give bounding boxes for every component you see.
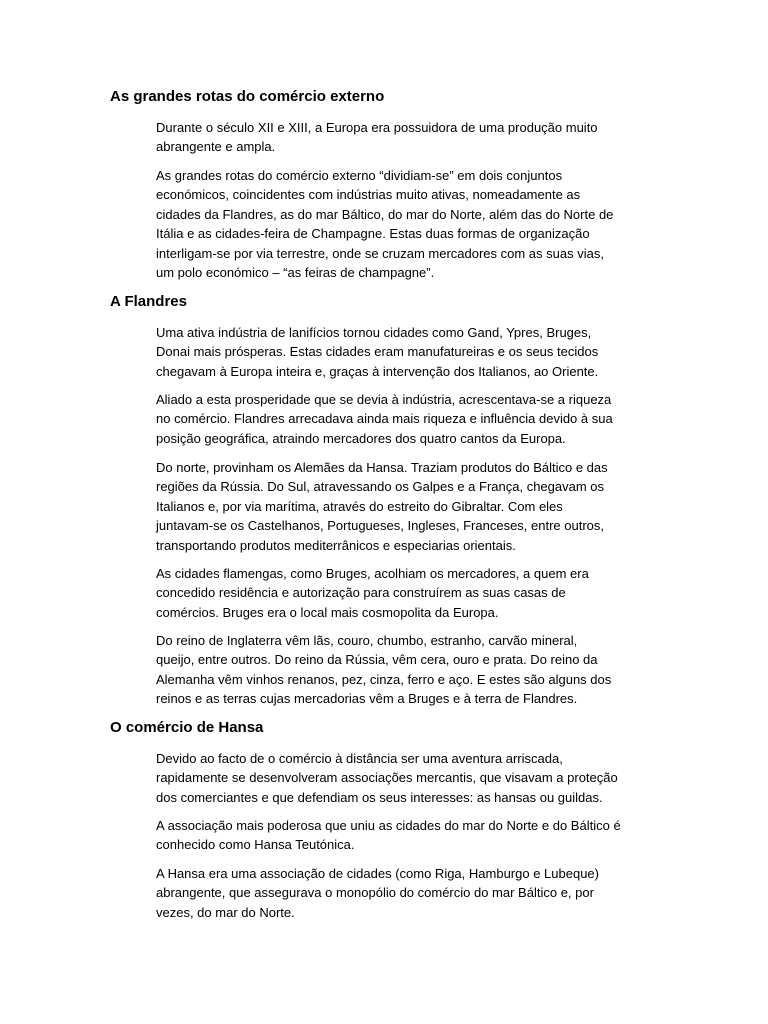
text-line: comércios. Bruges era o local mais cosmopolita da Europa. bbox=[156, 604, 499, 620]
text-line: Do reino de Inglaterra vêm lãs, couro, chumbo, estranho, carvão mineral, bbox=[156, 633, 578, 648]
paragraph bbox=[156, 816, 656, 855]
text-line: posição geográfica, atraindo mercadores dos quatro cantos da Europa. bbox=[156, 430, 566, 446]
text-line: abrangente e ampla. bbox=[156, 139, 276, 155]
text-line: reinos e as terras cujas mercadorias vêm a Bruges e à terra de Flandres. bbox=[156, 691, 578, 707]
text-line: Do norte, provinham os Alemães da Hansa. Traziam produtos do Báltico e das bbox=[156, 460, 608, 475]
section-heading-flandres: A Flandres bbox=[110, 293, 187, 310]
text-line: cidades da Flandres, as do mar Báltico, do mar do Norte, além das do Norte de bbox=[156, 206, 614, 222]
text-line: Durante o século XII e XIII, a Europa era possuidora de uma produção muito bbox=[156, 120, 598, 135]
text-line: dos comerciantes e que defendiam os seus interesses: as hansas ou guildas. bbox=[156, 789, 603, 805]
text-line: vezes, do mar do Norte. bbox=[156, 904, 295, 920]
text-line: conhecido como Hansa Teutónica. bbox=[156, 837, 355, 853]
text-line: A Hansa era uma associação de cidades (como Riga, Hamburgo e Lubeque) bbox=[156, 866, 599, 881]
paragraph bbox=[156, 631, 656, 709]
text-line: transportando produtos mediterrânicos e especiarias orientais. bbox=[156, 537, 516, 553]
text-line: As grandes rotas do comércio externo “dividiam-se” em dois conjuntos bbox=[156, 168, 563, 183]
text-line: chegavam à Europa inteira e, graças à intervenção dos Italianos, ao Oriente. bbox=[156, 363, 599, 379]
text-line: A associação mais poderosa que uniu as cidades do mar do Norte e do Báltico é bbox=[156, 818, 621, 833]
text-line: económicos, coincidentes com indústrias muito ativas, nomeadamente as bbox=[156, 187, 581, 203]
paragraph bbox=[156, 864, 656, 922]
text-line: abrangente, que assegurava o monopólio do comércio do mar Báltico e, por bbox=[156, 885, 594, 901]
text-line: regiões da Rússia. Do Sul, atravessando os Galpes e a França, chegavam os bbox=[156, 479, 605, 495]
text-line: juntavam-se os Castelhanos, Portugueses, Ingleses, Franceses, entre outros, bbox=[156, 518, 605, 534]
section-heading-hansa: O comércio de Hansa bbox=[110, 719, 264, 736]
text-line: Donai mais prósperas. Estas cidades eram manufatureiras e os seus tecidos bbox=[156, 344, 599, 360]
paragraph bbox=[156, 323, 656, 381]
text-line: no comércio. Flandres arrecadava ainda mais riqueza e influência devido à sua bbox=[156, 411, 613, 427]
paragraph bbox=[156, 118, 656, 157]
text-line: Itália e as cidades-feira de Champagne. Estas duas formas de organização bbox=[156, 226, 590, 242]
paragraph bbox=[156, 390, 656, 448]
text-line: concedido residência e autorização para construírem as suas casas de bbox=[156, 585, 566, 601]
text-line: Aliado a esta prosperidade que se devia à indústria, acrescentava-se a riqueza bbox=[156, 392, 612, 407]
paragraph bbox=[156, 749, 656, 807]
text-line: Italianos e, por via marítima, através do estreito do Gibraltar. Com eles bbox=[156, 498, 563, 514]
paragraph bbox=[156, 166, 656, 282]
text-line: queijo, entre outros. Do reino da Rússia, vêm cera, ouro e prata. Do reino da bbox=[156, 652, 598, 668]
paragraph bbox=[156, 458, 656, 555]
paragraph bbox=[156, 564, 656, 622]
text-line: Alemanha vêm vinhos renanos, pez, cinza, ferro e aço. E estes são alguns dos bbox=[156, 671, 612, 687]
text-line: rapidamente se desenvolveram associações mercantis, que visavam a proteção bbox=[156, 770, 618, 786]
section-heading-rotas: As grandes rotas do comércio externo bbox=[110, 88, 385, 105]
text-line: Uma ativa indústria de lanifícios tornou cidades como Gand, Ypres, Bruges, bbox=[156, 325, 592, 340]
text-line: um polo económico – “as feiras de champagne”. bbox=[156, 265, 435, 281]
text-line: Devido ao facto de o comércio à distância ser uma aventura arriscada, bbox=[156, 751, 563, 766]
text-line: As cidades flamengas, como Bruges, acolhiam os mercadores, a quem era bbox=[156, 566, 589, 581]
text-line: interligam-se por via terrestre, onde se cruzam mercadores com as suas vias, bbox=[156, 245, 604, 261]
